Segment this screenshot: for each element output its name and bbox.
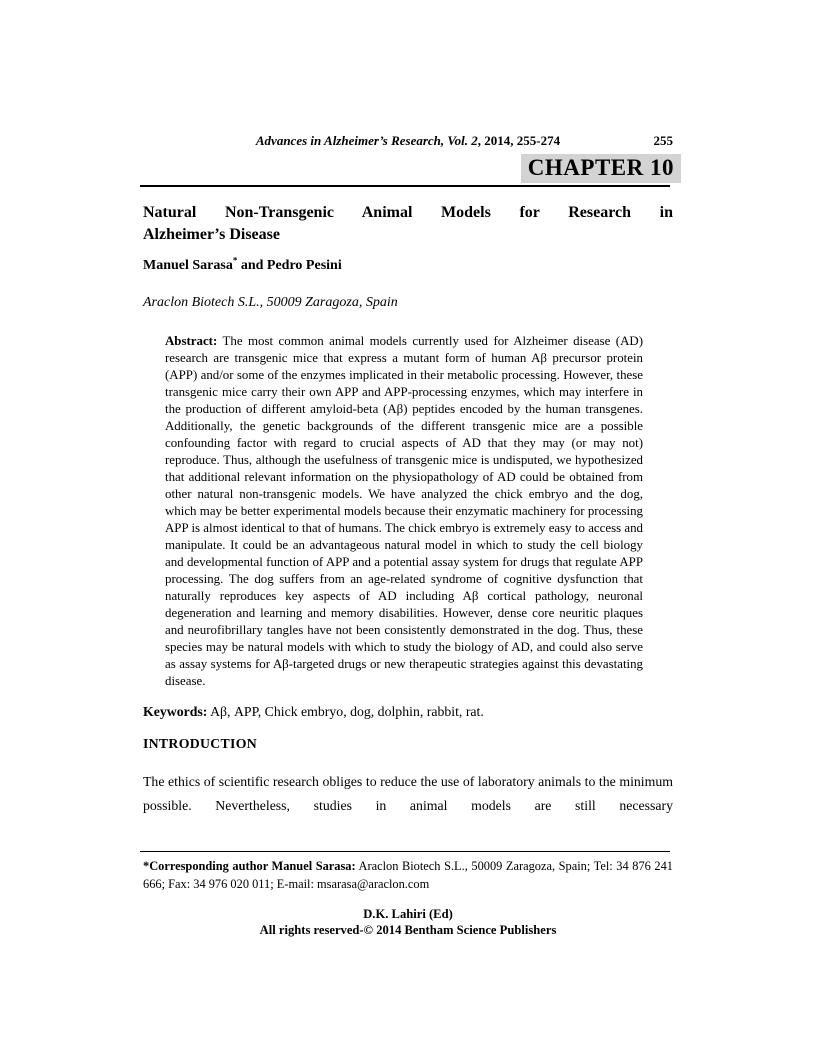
- abstract-label: Abstract:: [165, 334, 218, 348]
- chapter-badge: CHAPTER 10: [521, 154, 681, 183]
- keywords-line: [143, 704, 673, 720]
- footnote-text: Araclon Biotech S.L., 50009 Zaragoza, Spain; Tel: 34 876 241 666; Fax: 34 976 020 011; E-mail: msarasa@araclon.com: [143, 859, 673, 891]
- running-head: [143, 133, 673, 149]
- footnote-divider: [140, 851, 670, 852]
- authors-line: [143, 255, 673, 274]
- introduction-paragraph: The ethics of scientific research obliges to reduce the use of laboratory animals to the minimum possible. Nevertheless, studies in animal models are still necessary: [143, 774, 673, 813]
- page-content: [143, 0, 673, 1056]
- page-number: 255: [653, 133, 673, 148]
- article-title-line1: Natural Non-Transgenic Animal Models for Research in: [143, 204, 673, 221]
- article-title-line2: Alzheimer’s Disease: [143, 226, 280, 243]
- chapter-row: [143, 154, 673, 183]
- article-title: [143, 202, 673, 246]
- corresponding-author-footnote: [143, 858, 673, 893]
- footnote-label: *Corresponding author Manuel Sarasa:: [143, 859, 356, 873]
- abstract-block: [165, 333, 643, 690]
- author-coauthors: and Pedro Pesini: [237, 258, 342, 273]
- footer-editor: D.K. Lahiri (Ed): [363, 907, 453, 921]
- page-footer: [143, 906, 673, 938]
- abstract-text: The most common animal models currently used for Alzheimer disease (AD) research are transgenic mice that express a mutant form of human Aβ precursor protein (APP) and/or some of the enzymes implicated in their metabolic processing. However, these transgenic mice carry their own APP and APP-processing enzymes, which may interfere in the production of different amyloid-beta (Aβ) peptides encoded by the human transgenes. Additionally, the genetic backgrounds of the different transgenic mice are a possible confounding factor with regard to crucial aspects of AD that they may (or may not) reproduce. Thus, although the usefulness of transgenic mice is undisputed, we hypothesized that additional relevant information on the physiopathology of AD could be obtained from other natural non-transgenic models. We have analyzed the chick embryo and the dog, which may be better experimental models because their enzymatic machinery for processing APP is almost identical to that of humans. The chick embryo is extremely easy to access and manipulate. It could be an advantageous natural model in which to study the cell biology and developmental function of APP and a potential assay system for drugs that regulate APP processing. The dog suffers from an age-related syndrome of cognitive dysfunction that naturally reproduces key aspects of AD including Aβ cortical pathology, neuronal degeneration and learning and memory disabilities. However, dense core neuritic plaques and neurofibrillary tangles have not been consistently demonstrated in the dog. Thus, these species may be natural models with which to study the biology of AD, and could also serve as assay systems for Aβ-targeted drugs or new therapeutic strategies against this devastating disease.: [165, 334, 643, 688]
- header-divider: [140, 185, 670, 187]
- keywords-label: Keywords:: [143, 704, 208, 719]
- author-name: Manuel Sarasa: [143, 258, 233, 273]
- running-title-pages: , 2014, 255-274: [477, 133, 561, 148]
- affiliation: Araclon Biotech S.L., 50009 Zaragoza, Spain: [143, 295, 398, 310]
- section-heading-introduction: INTRODUCTION: [143, 736, 257, 751]
- footer-rights: All rights reserved-© 2014 Bentham Science Publishers: [259, 923, 557, 937]
- running-title-journal: Advances in Alzheimer’s Research, Vol. 2: [255, 133, 478, 148]
- keywords-text: Aβ, APP, Chick embryo, dog, dolphin, rabbit, rat.: [207, 704, 484, 719]
- author-footnote-mark: *: [232, 255, 238, 266]
